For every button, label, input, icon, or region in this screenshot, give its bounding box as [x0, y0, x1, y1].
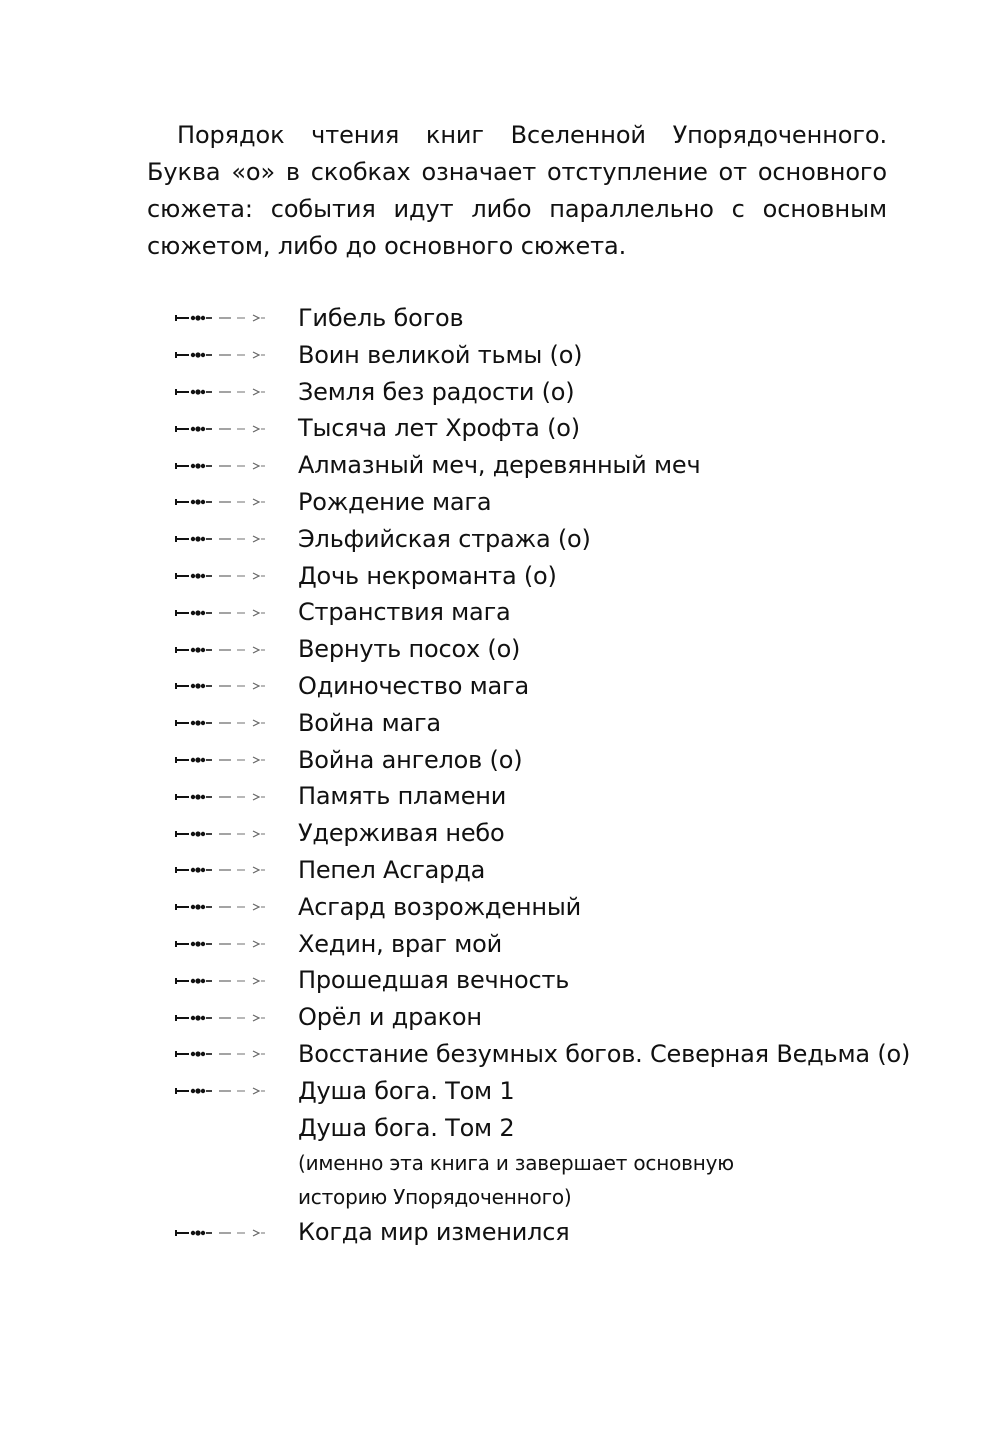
book-list: [0, 300, 1000, 1251]
book-list-item: [0, 484, 1000, 521]
intro-paragraph: Порядок чтения книг Вселенной Упорядоченного. Буква «о» в скобках означает отступление от основного сюжета: события идут либо параллельно с основным сюжетом, либо до основного сюжета.: [147, 121, 887, 260]
book-title: Воин великой тьмы (о): [298, 340, 583, 369]
book-list-item: [0, 705, 1000, 742]
dotted-arrow-icon: [175, 631, 270, 668]
book-list-item: [0, 374, 1000, 411]
book-title: Странствия мага: [298, 598, 511, 627]
dotted-arrow-icon: [175, 889, 270, 926]
dotted-arrow-icon: [175, 999, 270, 1036]
book-list-item: [0, 521, 1000, 558]
dotted-arrow-icon: [175, 484, 270, 521]
book-title: Хедин, враг мой: [298, 929, 503, 958]
dotted-arrow-icon: [175, 852, 270, 889]
book-list-item: [0, 447, 1000, 484]
book-list-item: [0, 1073, 1000, 1110]
book-title: Восстание безумных богов. Северная Ведьма (о): [298, 1039, 911, 1068]
book-title: Когда мир изменился: [298, 1218, 570, 1247]
dotted-arrow-icon: [175, 594, 270, 631]
book-list-item: [0, 1110, 1000, 1147]
book-note-text: (именно эта книга и завершает основную: [298, 1151, 734, 1176]
dotted-arrow-icon: [175, 1073, 270, 1110]
dotted-arrow-icon: [175, 815, 270, 852]
book-list-item: [0, 742, 1000, 779]
book-list-item: [0, 852, 1000, 889]
book-title: Удерживая небо: [298, 819, 505, 848]
book-list-item: [0, 594, 1000, 631]
book-title: Душа бога. Том 1: [298, 1076, 515, 1105]
dotted-arrow-icon: [175, 300, 270, 337]
dotted-arrow-icon: [175, 337, 270, 374]
book-list-item: [0, 962, 1000, 999]
book-note-text: историю Упорядоченного): [298, 1185, 572, 1210]
book-title: Память пламени: [298, 782, 507, 811]
dotted-arrow-icon: [175, 926, 270, 963]
book-title: Земля без радости (о): [298, 377, 575, 406]
book-list-item: [0, 558, 1000, 595]
dotted-arrow-icon: [175, 558, 270, 595]
book-title: Война ангелов (о): [298, 745, 523, 774]
dotted-arrow-icon: [175, 521, 270, 558]
dotted-arrow-icon: [175, 1214, 270, 1251]
dotted-arrow-icon: [175, 962, 270, 999]
book-note-line: [0, 1180, 1000, 1214]
book-title: Вернуть посох (о): [298, 635, 521, 664]
book-title: Рождение мага: [298, 487, 492, 516]
dotted-arrow-icon: [175, 374, 270, 411]
book-title: Дочь некроманта (о): [298, 561, 557, 590]
book-list-item: [0, 815, 1000, 852]
book-title: Душа бога. Том 2: [298, 1113, 515, 1142]
book-list-item: [0, 1214, 1000, 1251]
book-list-item: [0, 889, 1000, 926]
book-title: Пепел Асгарда: [298, 855, 486, 884]
book-list-item: [0, 337, 1000, 374]
book-list-item: [0, 999, 1000, 1036]
book-list-item: [0, 778, 1000, 815]
book-list-item: [0, 631, 1000, 668]
book-list-item: [0, 926, 1000, 963]
book-list-item: [0, 300, 1000, 337]
book-title: Прошедшая вечность: [298, 966, 570, 995]
dotted-arrow-icon: [175, 742, 270, 779]
dotted-arrow-icon: [175, 668, 270, 705]
book-title: Тысяча лет Хрофта (о): [298, 414, 580, 443]
book-list-item: [0, 1036, 1000, 1073]
dotted-arrow-icon: [175, 778, 270, 815]
book-title: Асгард возрожденный: [298, 892, 582, 921]
dotted-arrow-icon: [175, 705, 270, 742]
book-note-line: [0, 1146, 1000, 1180]
book-title: Алмазный меч, деревянный меч: [298, 451, 701, 480]
dotted-arrow-icon: [175, 1036, 270, 1073]
book-title: Орёл и дракон: [298, 1003, 482, 1032]
book-title: Одиночество мага: [298, 671, 529, 700]
book-list-item: [0, 668, 1000, 705]
dotted-arrow-icon: [175, 410, 270, 447]
book-title: Эльфийская стража (о): [298, 524, 591, 553]
book-list-item: [0, 410, 1000, 447]
dotted-arrow-icon: [175, 447, 270, 484]
book-title: Война мага: [298, 708, 441, 737]
book-title: Гибель богов: [298, 304, 464, 332]
